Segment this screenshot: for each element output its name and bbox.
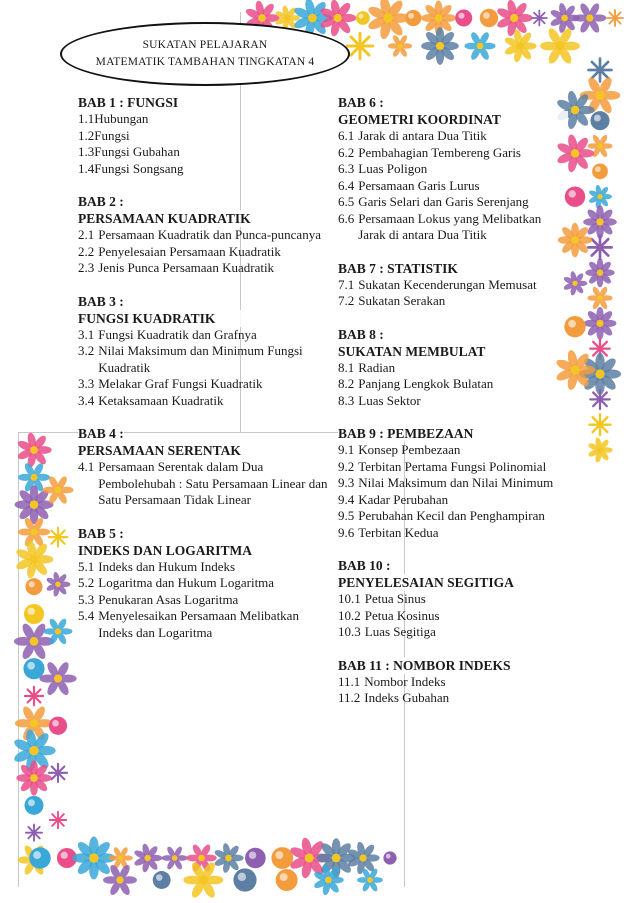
topic-item xyxy=(338,293,568,310)
topic-text: Melakar Graf Fungsi Kuadratik xyxy=(98,376,263,391)
flower-icon xyxy=(587,437,612,463)
topic-text: Sukatan Serakan xyxy=(358,293,446,308)
topic-text: Fungsi Gubahan xyxy=(94,144,180,159)
title-line-1: SUKATAN PELAJARAN xyxy=(142,39,268,51)
chapter-heading: BAB 6 : xyxy=(338,95,384,110)
topic-item xyxy=(78,227,328,244)
topic-number: 9.4 xyxy=(338,491,355,507)
topic-number: 3.2 xyxy=(78,343,95,358)
topic-number: 6.1 xyxy=(338,128,355,143)
flower-icon xyxy=(39,660,76,696)
flower-icon xyxy=(587,286,612,311)
flower-icon xyxy=(607,10,623,26)
topic-text: Petua Sinus xyxy=(364,591,426,606)
flower-icon xyxy=(584,307,617,340)
topic-item xyxy=(338,492,568,509)
topic-number: 10.1 xyxy=(338,591,361,606)
flower-icon xyxy=(245,848,266,869)
chapter-block xyxy=(78,525,328,642)
flower-icon xyxy=(49,717,67,735)
topic-number: 6.3 xyxy=(338,161,355,176)
topic-text: Logaritma dan Hukum Logaritma xyxy=(98,575,275,590)
topic-number: 3.3 xyxy=(78,376,95,391)
flower-icon xyxy=(16,760,51,795)
flower-icon xyxy=(532,11,547,26)
flower-icon xyxy=(233,868,256,891)
chapter-block xyxy=(338,94,568,244)
topic-text: Luas Poligon xyxy=(358,161,428,176)
topic-item xyxy=(338,277,568,294)
flower-icon xyxy=(24,604,44,624)
topic-number: 2.1 xyxy=(78,227,95,242)
topic-text: Garis Selari dan Garis Serenjang xyxy=(358,194,529,209)
flower-icon xyxy=(276,869,298,891)
chapter-name: PERSAMAAN KUADRATIK xyxy=(78,210,328,227)
flower-icon xyxy=(14,622,54,661)
topic-number: 2.3 xyxy=(78,260,95,275)
chapter-heading: BAB 2 : xyxy=(78,194,124,209)
flower-icon xyxy=(480,9,498,27)
topic-item xyxy=(78,161,328,178)
topic-item xyxy=(78,608,328,641)
title-line-2: MATEMATIK TAMBAHAN TINGKATAN 4 xyxy=(95,56,315,68)
topic-item xyxy=(338,128,568,145)
topic-text: Kadar Perubahan xyxy=(358,491,449,507)
chapter-name: PERSAMAAN SERENTAK xyxy=(78,442,328,459)
flower-icon xyxy=(153,871,171,889)
flower-icon xyxy=(26,825,42,841)
flower-icon xyxy=(592,163,608,179)
flower-icon xyxy=(347,33,373,59)
topic-number: 8.1 xyxy=(338,359,355,375)
left-column xyxy=(78,94,328,657)
flower-icon xyxy=(15,540,54,579)
topic-text: Konsep Pembezaan xyxy=(358,442,461,457)
flower-icon xyxy=(16,432,51,468)
flower-icon xyxy=(388,34,412,58)
topic-number: 9.3 xyxy=(338,475,355,490)
topic-number: 10.3 xyxy=(338,624,361,639)
chapter-name: GEOMETRI KOORDINAT xyxy=(338,111,568,128)
topic-item xyxy=(78,327,328,344)
topic-text: Pembahagian Tembereng Garis xyxy=(358,144,521,160)
flower-icon xyxy=(383,851,396,864)
topic-text: Terbitan Kedua xyxy=(358,524,439,540)
topic-number: 3.1 xyxy=(78,326,95,342)
topic-number: 11.2 xyxy=(338,690,361,705)
topic-text: Jenis Punca Persamaan Kuadratik xyxy=(98,260,275,275)
topic-number: 4.1 xyxy=(78,459,95,474)
chapter-block xyxy=(78,425,328,509)
flower-icon xyxy=(50,812,66,828)
chapter-block xyxy=(338,326,568,410)
chapter-heading: BAB 4 : xyxy=(78,426,124,441)
flower-icon xyxy=(540,27,580,66)
flower-icon xyxy=(25,687,43,705)
topic-item xyxy=(338,475,568,492)
topic-text: Panjang Lengkok Bulatan xyxy=(358,376,494,391)
topic-item xyxy=(338,674,568,691)
flower-icon xyxy=(46,571,71,597)
topic-item xyxy=(338,393,568,410)
topic-text: Ketaksamaan Kuadratik xyxy=(98,392,224,408)
flower-icon xyxy=(133,843,162,873)
topic-text: Hubungan xyxy=(94,111,149,126)
flower-icon xyxy=(585,258,614,287)
flower-icon xyxy=(464,31,495,61)
topic-number: 5.3 xyxy=(78,591,95,607)
flower-icon xyxy=(496,0,533,37)
topic-number: 5.2 xyxy=(78,575,95,590)
topic-number: 5.4 xyxy=(78,608,95,623)
topic-item xyxy=(78,260,328,277)
topic-number: 6.4 xyxy=(338,177,355,193)
flower-icon xyxy=(49,764,67,782)
chapter-name: INDEKS DAN LOGARITMA xyxy=(78,542,328,559)
topic-item xyxy=(78,393,328,410)
chapter-name: SUKATAN MEMBULAT xyxy=(338,343,568,360)
topic-text: Petua Kosinus xyxy=(364,607,440,623)
topic-number: 9.5 xyxy=(338,508,355,523)
topic-text: Indeks Gubahan xyxy=(364,690,450,705)
topic-item xyxy=(338,608,568,625)
chapter-block xyxy=(78,293,328,410)
topic-number: 1.4 xyxy=(78,160,95,176)
topic-text: Persamaan Lokus yang Melibatkan Jarak di antara Dua Titik xyxy=(358,210,542,242)
topic-text: Perubahan Kecil dan Penghampiran xyxy=(358,508,545,523)
chapter-heading: BAB 5 : xyxy=(78,525,124,541)
topic-item xyxy=(78,128,328,145)
flower-icon xyxy=(421,27,459,65)
flower-icon xyxy=(24,796,43,815)
chapter-block xyxy=(338,260,568,310)
topic-text: Penukaran Asas Logaritma xyxy=(98,591,239,607)
topic-number: 1.3 xyxy=(78,144,95,159)
topic-number: 1.2 xyxy=(78,127,95,143)
topic-text: Fungsi xyxy=(94,127,130,143)
topic-text: Terbitan Pertama Fungsi Polinomial xyxy=(358,458,547,474)
topic-item xyxy=(338,591,568,608)
chapter-heading: BAB 9 : PEMBEZAAN xyxy=(338,426,474,441)
topic-number: 6.5 xyxy=(338,194,355,209)
topic-number: 8.3 xyxy=(338,392,355,408)
topic-text: Nilai Maksimum dan Nilai Minimum xyxy=(358,475,554,490)
topic-text: Nombor Indeks xyxy=(364,673,446,689)
topic-number: 5.1 xyxy=(78,558,95,574)
flower-icon xyxy=(573,2,606,34)
topic-item xyxy=(78,592,328,609)
chapter-block xyxy=(338,557,568,641)
chapter-heading: BAB 10 : xyxy=(338,558,391,573)
topic-text: Indeks dan Hukum Indeks xyxy=(98,558,236,574)
chapter-heading: BAB 3 : xyxy=(78,293,124,309)
topic-item xyxy=(78,459,328,509)
topic-text: Jarak di antara Dua Titik xyxy=(358,128,487,143)
topic-item xyxy=(78,244,328,261)
topic-item xyxy=(338,194,568,211)
topic-number: 2.2 xyxy=(78,243,95,259)
chapter-block xyxy=(78,94,328,177)
topic-number: 7.1 xyxy=(338,276,355,292)
topic-text: Menyelesaikan Persamaan Melibatkan Indeks dan Logaritma xyxy=(98,608,299,640)
topic-number: 8.2 xyxy=(338,376,355,391)
topic-number: 10.2 xyxy=(338,607,361,623)
topic-item xyxy=(78,144,328,161)
topic-number: 7.2 xyxy=(338,293,355,308)
topic-item xyxy=(338,690,568,707)
topic-item xyxy=(78,376,328,393)
flower-icon xyxy=(590,111,609,130)
title-ellipse xyxy=(60,22,350,86)
flower-icon xyxy=(162,845,188,870)
topic-item xyxy=(338,145,568,162)
chapter-heading: BAB 8 : xyxy=(338,326,384,342)
topic-number: 3.4 xyxy=(78,392,95,408)
topic-item xyxy=(78,343,328,376)
topic-text: Fungsi Songsang xyxy=(94,160,184,176)
topic-text: Nilai Maksimum dan Minimum Fungsi Kuadratik xyxy=(98,343,303,375)
topic-item xyxy=(338,178,568,195)
flower-icon xyxy=(29,847,50,868)
topic-item xyxy=(338,211,568,244)
flower-icon xyxy=(590,414,611,435)
topic-text: Radian xyxy=(358,359,396,375)
topic-number: 11.1 xyxy=(338,673,361,689)
chapter-block xyxy=(338,657,568,707)
right-column xyxy=(338,94,568,723)
topic-item xyxy=(338,376,568,393)
topic-item xyxy=(338,525,568,542)
chapter-name: PENYELESAIAN SEGITIGA xyxy=(338,574,568,591)
chapter-heading: BAB 7 : STATISTIK xyxy=(338,260,458,276)
flower-icon xyxy=(455,9,472,26)
topic-item xyxy=(78,575,328,592)
flower-icon xyxy=(590,390,609,409)
chapter-block xyxy=(78,193,328,277)
topic-item xyxy=(78,111,328,128)
topic-text: Persamaan Garis Lurus xyxy=(358,177,480,193)
topic-text: Luas Sektor xyxy=(358,392,421,408)
topic-item xyxy=(338,161,568,178)
topic-number: 6.6 xyxy=(338,210,355,226)
topic-text: Sukatan Kecenderungan Memusat xyxy=(358,276,537,292)
flower-icon xyxy=(356,11,370,25)
topic-item xyxy=(338,360,568,377)
topic-item xyxy=(338,624,568,641)
flower-icon xyxy=(583,205,617,239)
chapter-name: FUNGSI KUADRATIK xyxy=(78,310,328,327)
topic-number: 1.1 xyxy=(78,111,95,126)
flower-icon xyxy=(213,843,243,874)
flower-icon xyxy=(405,10,421,26)
topic-item xyxy=(338,459,568,476)
flower-icon xyxy=(367,0,410,40)
topic-number: 9.6 xyxy=(338,524,355,540)
flower-icon xyxy=(271,847,293,869)
topic-item xyxy=(338,442,568,459)
chapter-heading: BAB 11 : NOMBOR INDEKS xyxy=(338,657,511,673)
chapter-heading: BAB 1 : FUNGSI xyxy=(78,95,179,110)
topic-text: Luas Segitiga xyxy=(364,624,436,639)
flower-icon xyxy=(49,528,68,547)
flower-icon xyxy=(26,578,43,595)
topic-text: Persamaan Serentak dalam Dua Pembolehubah : Satu Persamaan Linear dan Satu Persamaan Tidak Linear xyxy=(98,459,328,507)
topic-text: Fungsi Kuadratik dan Grafnya xyxy=(98,326,257,342)
topic-number: 9.1 xyxy=(338,442,355,457)
topic-text: Persamaan Kuadratik dan Punca-puncanya xyxy=(98,227,321,242)
topic-text: Penyelesaian Persamaan Kuadratik xyxy=(98,243,281,259)
topic-item xyxy=(78,559,328,576)
topic-item xyxy=(338,508,568,525)
topic-number: 9.2 xyxy=(338,458,355,474)
chapter-block xyxy=(338,425,568,541)
topic-number: 6.2 xyxy=(338,144,355,160)
